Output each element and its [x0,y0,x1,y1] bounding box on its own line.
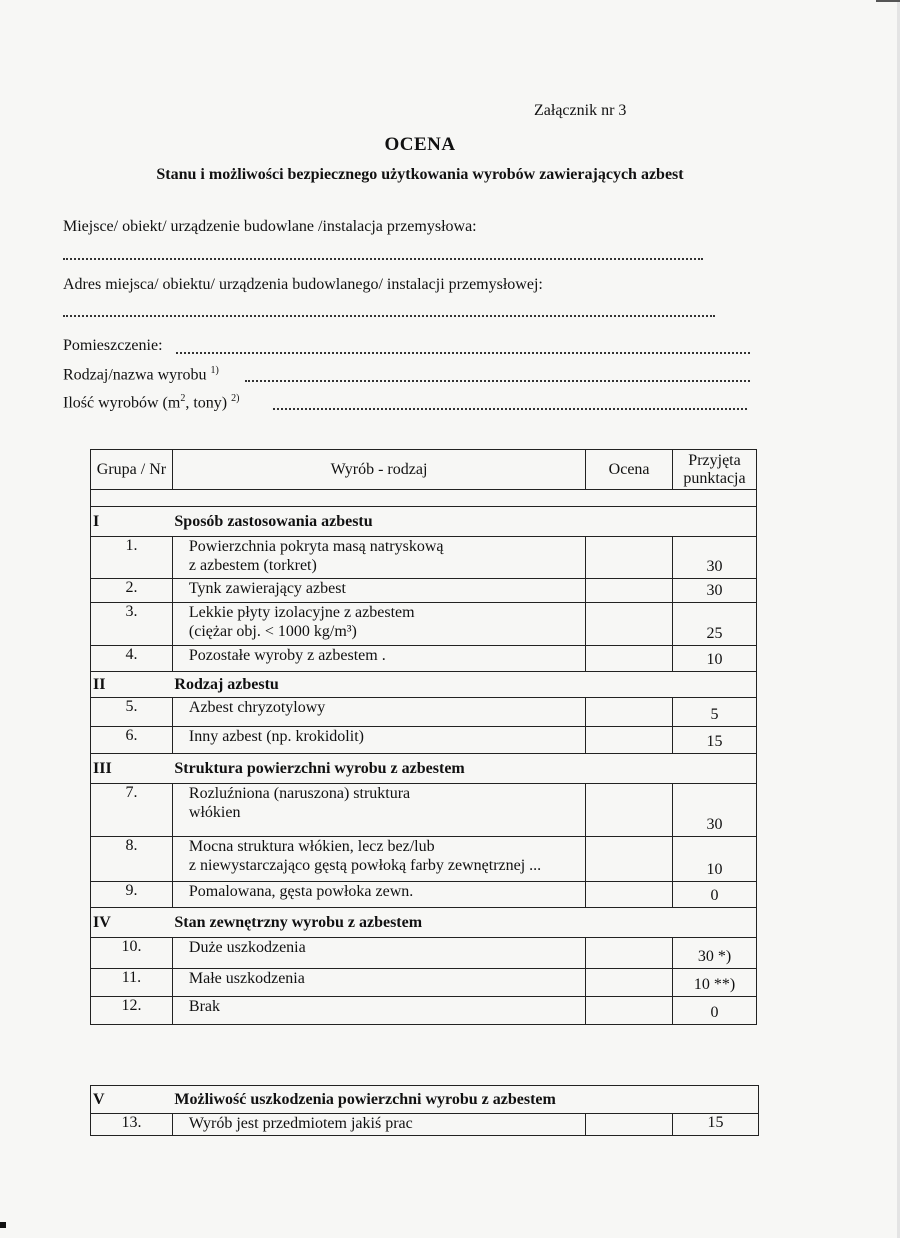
product-name-line: Tynk zawierający azbest [188,580,346,597]
scan-edge-mark [876,0,900,2]
attachment-label: Załącznik nr 3 [534,102,627,119]
row-number: 9. [91,882,173,908]
room-label: Pomieszczenie: [63,337,163,354]
rating-cell[interactable] [586,1114,673,1136]
table-row [91,938,757,969]
product-name [172,646,585,672]
table-row [91,603,757,646]
group-header-row [91,672,757,698]
points-cell: 5 [673,698,757,727]
product-name [172,537,585,579]
points-cell: 0 [673,997,757,1025]
quantity-label: Ilość wyrobów ($m^2$, tony) $^{2)}$ [63,393,240,412]
group-header-row [91,507,757,537]
group-title: Sposób zastosowania azbestu [172,507,756,537]
points-cell: 10 [673,837,757,882]
row-number: 3. [91,603,173,646]
product-name-line: włókien [188,804,241,821]
points-cell: 30 [673,579,757,603]
header-product: Wyrób - rodzaj [172,450,585,490]
rating-cell[interactable] [586,882,673,908]
group-number: IV [91,908,173,938]
spacer-row [91,490,757,507]
place-label: Miejsce/ obiekt/ urządzenie budowlane /instalacja przemysłowa: [63,218,477,235]
group-number: III [91,754,173,784]
rating-cell[interactable] [586,537,673,579]
group-title: Możliwość uszkodzenia powierzchni wyrobu z azbestem [172,1086,758,1114]
table-row [91,579,757,603]
table-row [91,997,757,1025]
points-cell: 10 [673,646,757,672]
page-subtitle: Stanu i możliwości bezpiecznego użytkowania wyrobów zawierających azbest [156,166,684,183]
product-name-line: Azbest chryzotylowy [188,699,326,716]
row-number: 7. [91,784,173,837]
group-number: II [91,672,173,698]
points-cell: 25 [673,603,757,646]
scan-corner-mark [0,1222,6,1228]
product-name-line: Duże uszkodzenia [188,939,306,956]
product-name-line: (ciężar obj. < 1000 kg/m³) [188,623,357,640]
product-label: Rodzaj/nazwa wyrobu $^{1)}$ [63,365,219,384]
points-cell: 30 [673,784,757,837]
product-name-line: Małe uszkodzenia [188,970,305,987]
group-header-row [91,1086,759,1114]
product-name [172,579,585,603]
points-cell: 15 [673,727,757,754]
assessment-table-group-v [90,1085,759,1136]
table-row [91,837,757,882]
header-points: Przyjęta punktacja [673,450,757,490]
points-cell: 15 [673,1114,759,1136]
product-name-line: Inny azbest (np. krokidolit) [188,728,364,745]
row-number: 10. [91,938,173,969]
product-name-line: z azbestem (torkret) [188,557,317,574]
table-row [91,882,757,908]
product-name-line: Brak [188,998,220,1015]
table-row [91,727,757,754]
place-field[interactable] [63,258,703,260]
room-field[interactable] [176,352,750,354]
product-name-line: z niewystarczająco gęstą powłoką farby zewnętrznej ... [188,857,542,874]
quantity-field[interactable] [273,408,747,410]
footnote-1-marker: 1) [210,365,219,376]
product-name-line: Rozluźniona (naruszona) struktura [188,785,411,802]
rating-cell[interactable] [586,646,673,672]
rating-cell[interactable] [586,698,673,727]
product-field[interactable] [245,380,750,382]
table-row [91,537,757,579]
table-row [91,969,757,997]
rating-cell[interactable] [586,784,673,837]
product-name [172,603,585,646]
product-name [172,727,585,754]
group-header-row [91,754,757,784]
product-name-line: Pomalowana, gęsta powłoka zewn. [188,883,414,900]
table-row [91,1114,759,1136]
product-name [172,698,585,727]
header-group: Grupa / Nr [91,450,173,490]
group-title: Rodzaj azbestu [172,672,756,698]
product-name-line: Mocna struktura włókien, lecz bez/lub [188,838,435,855]
table-row [91,698,757,727]
group-title: Stan zewnętrzny wyrobu z azbestem [172,908,756,938]
assessment-table [90,449,757,1025]
product-name-line: Pozostałe wyroby z azbestem . [188,647,386,664]
row-number: 1. [91,537,173,579]
footnote-2-marker: 2) [231,393,240,404]
row-number: 13. [91,1114,173,1136]
rating-cell[interactable] [586,969,673,997]
product-name-line: Powierzchnia pokryta masą natryskową [188,538,444,555]
row-number: 8. [91,837,173,882]
rating-cell[interactable] [586,727,673,754]
row-number: 6. [91,727,173,754]
rating-cell[interactable] [586,997,673,1025]
row-number: 11. [91,969,173,997]
product-name [172,969,585,997]
product-name [172,997,585,1025]
product-name [172,938,585,969]
row-number: 4. [91,646,173,672]
rating-cell[interactable] [586,603,673,646]
row-number: 12. [91,997,173,1025]
product-name: Wyrób jest przedmiotem jakiś prac [172,1114,585,1136]
rating-cell[interactable] [586,837,673,882]
points-cell: 10 **) [673,969,757,997]
address-field[interactable] [63,315,715,317]
points-cell: 0 [673,882,757,908]
points-cell: 30 [673,537,757,579]
group-header-row [91,908,757,938]
address-label: Adres miejsca/ obiektu/ urządzenia budowlanego/ instalacji przemysłowej: [63,276,543,293]
product-name [172,784,585,837]
product-name [172,837,585,882]
table-row [91,646,757,672]
table-row [91,784,757,837]
product-name [172,882,585,908]
header-rating: Ocena [586,450,673,490]
group-number: I [91,507,173,537]
rating-cell[interactable] [586,579,673,603]
product-name-line: Lekkie płyty izolacyjne z azbestem [188,604,415,621]
group-number: V [91,1086,173,1114]
table-header-row [91,450,757,490]
page-title: OCENA [384,134,456,155]
group-title: Struktura powierzchni wyrobu z azbestem [172,754,756,784]
points-cell: 30 *) [673,938,757,969]
row-number: 2. [91,579,173,603]
row-number: 5. [91,698,173,727]
rating-cell[interactable] [586,938,673,969]
